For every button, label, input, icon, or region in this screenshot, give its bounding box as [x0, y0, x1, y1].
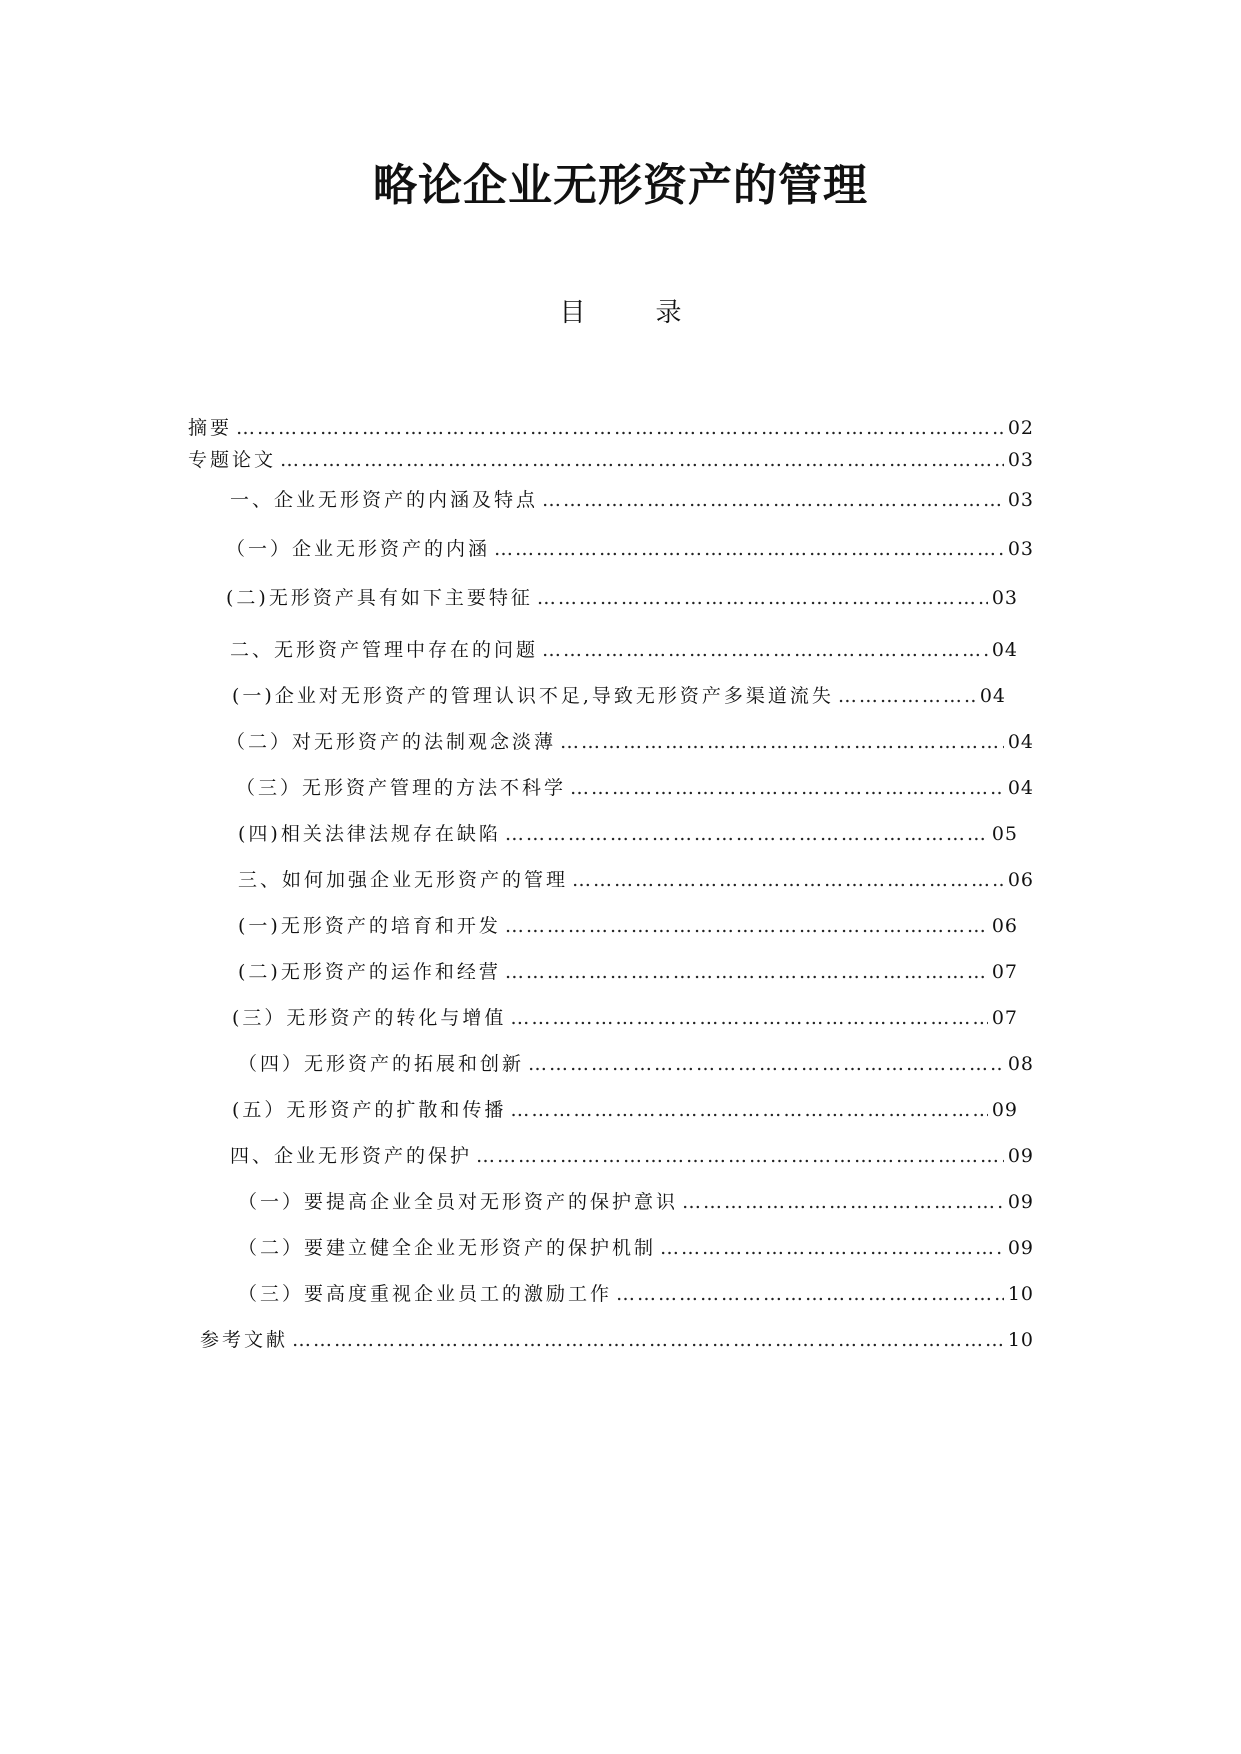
toc-entry-label: 四、企业无形资产的保护 — [230, 1145, 473, 1167]
toc-entry-page: 08 — [1007, 1053, 1034, 1075]
toc-leader-dots — [494, 535, 1004, 563]
toc-entry-page: 04 — [1007, 731, 1034, 753]
toc-entry-page: 04 — [1007, 777, 1034, 799]
toc-entry-label: （二）对无形资产的法制观念淡薄 — [226, 731, 557, 753]
toc-leader-dots — [560, 728, 1004, 756]
toc-entry-section-2-4[interactable] — [238, 820, 1018, 848]
toc-heading: 目录 — [559, 298, 752, 328]
toc-leader-dots — [542, 486, 1004, 514]
toc-entry-page: 10 — [1007, 1329, 1034, 1351]
toc-leader-dots — [570, 774, 1004, 802]
toc-entry-section-2-2[interactable] — [226, 728, 1034, 756]
toc-entry-page: 03 — [991, 587, 1018, 609]
toc-entry-references[interactable] — [200, 1326, 1034, 1354]
toc-entry-label: （一）企业无形资产的内涵 — [226, 538, 491, 560]
toc-entry-label: （四）无形资产的拓展和创新 — [238, 1053, 525, 1075]
toc-entry-section-3[interactable] — [238, 866, 1034, 894]
toc-entry-page: 03 — [1007, 489, 1034, 511]
toc-leader-dots — [660, 1234, 1004, 1262]
toc-entry-page: 06 — [1007, 869, 1034, 891]
toc-entry-page: 05 — [991, 823, 1018, 845]
toc-entry-label: 摘要 — [188, 417, 233, 439]
toc-leader-dots — [616, 1280, 1004, 1308]
toc-entry-section-3-2[interactable] — [238, 958, 1018, 986]
toc-entry-label: (二)无形资产的运作和经营 — [238, 961, 501, 983]
toc-entry-label: (五）无形资产的扩散和传播 — [232, 1099, 507, 1121]
toc-entry-page: 04 — [979, 685, 1006, 707]
toc-entry-section-4[interactable] — [230, 1142, 1034, 1170]
toc-leader-dots — [838, 682, 976, 710]
toc-leader-dots — [542, 636, 988, 664]
toc-leader-dots — [236, 414, 1004, 442]
toc-entry-section-2-3[interactable] — [236, 774, 1034, 802]
toc-entry-section-1-2[interactable] — [226, 584, 1018, 612]
toc-entry-label: （二）要建立健全企业无形资产的保护机制 — [238, 1237, 657, 1259]
toc-entry-page: 03 — [1007, 538, 1034, 560]
toc-entry-section-1-1[interactable] — [226, 535, 1034, 563]
toc-entry-label: (四)相关法律法规存在缺陷 — [238, 823, 501, 845]
toc-entry-page: 07 — [991, 1007, 1018, 1029]
toc-entry-section-2-1[interactable] — [232, 682, 1006, 710]
toc-entry-label: 专题论文 — [188, 449, 277, 471]
toc-entry-page: 03 — [1007, 449, 1034, 471]
toc-entry-label: 二、无形资产管理中存在的问题 — [230, 639, 539, 661]
toc-entry-page: 09 — [991, 1099, 1018, 1121]
toc-leader-dots — [505, 958, 988, 986]
toc-leader-dots — [280, 446, 1004, 474]
toc-entry-label: 三、如何加强企业无形资产的管理 — [238, 869, 569, 891]
toc-entry-page: 09 — [1007, 1237, 1034, 1259]
toc-leader-dots — [682, 1188, 1004, 1216]
toc-entry-page: 07 — [991, 961, 1018, 983]
toc-leader-dots — [572, 866, 1004, 894]
toc-entry-page: 09 — [1007, 1145, 1034, 1167]
toc-entry-label: （三）无形资产管理的方法不科学 — [236, 777, 567, 799]
toc-entry-abstract[interactable] — [188, 414, 1034, 442]
toc-leader-dots — [505, 820, 988, 848]
toc-entry-label: (二)无形资产具有如下主要特征 — [226, 587, 533, 609]
toc-entry-page: 02 — [1007, 417, 1034, 439]
toc-entry-label: (三）无形资产的转化与增值 — [232, 1007, 507, 1029]
toc-entry-section-4-3[interactable] — [238, 1280, 1034, 1308]
document-title: 略论企业无形资产的管理 — [373, 160, 868, 211]
toc-entry-section-4-1[interactable] — [238, 1188, 1034, 1216]
toc-entry-label: （一）要提高企业全员对无形资产的保护意识 — [238, 1191, 679, 1213]
toc-entry-section-3-5[interactable] — [232, 1096, 1018, 1124]
toc-leader-dots — [476, 1142, 1004, 1170]
toc-entry-special-paper[interactable] — [188, 446, 1034, 474]
toc-entry-label: (一)企业对无形资产的管理认识不足,导致无形资产多渠道流失 — [232, 685, 834, 707]
toc-entry-label: 参考文献 — [200, 1329, 289, 1351]
toc-entry-label: （三）要高度重视企业员工的激励工作 — [238, 1283, 613, 1305]
toc-entry-section-3-3[interactable] — [232, 1004, 1018, 1032]
toc-entry-page: 04 — [991, 639, 1018, 661]
toc-entry-section-1[interactable] — [230, 486, 1034, 514]
toc-leader-dots — [292, 1326, 1004, 1354]
toc-entry-page: 10 — [1007, 1283, 1034, 1305]
toc-entry-section-4-2[interactable] — [238, 1234, 1034, 1262]
toc-leader-dots — [537, 584, 988, 612]
toc-entry-section-3-1[interactable] — [238, 912, 1018, 940]
toc-entry-page: 09 — [1007, 1191, 1034, 1213]
toc-entry-page: 06 — [991, 915, 1018, 937]
toc-leader-dots — [528, 1050, 1004, 1078]
toc-entry-label: 一、企业无形资产的内涵及特点 — [230, 489, 539, 511]
toc-entry-label: (一)无形资产的培育和开发 — [238, 915, 501, 937]
toc-entry-section-3-4[interactable] — [238, 1050, 1034, 1078]
toc-entry-section-2[interactable] — [230, 636, 1018, 664]
toc-leader-dots — [505, 912, 988, 940]
toc-leader-dots — [510, 1096, 987, 1124]
toc-leader-dots — [510, 1004, 987, 1032]
